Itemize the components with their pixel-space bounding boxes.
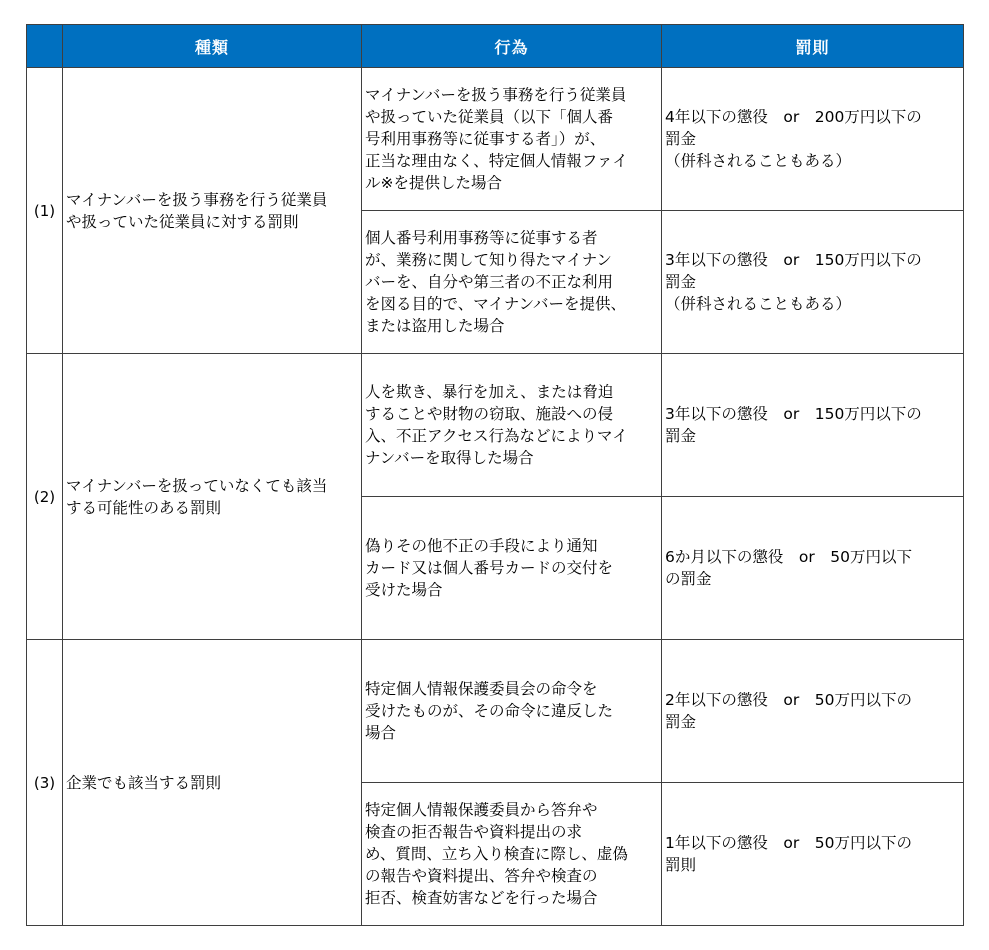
table-row — [27, 68, 964, 211]
penalty-cell: 6か月以下の懲役 or 50万円以下 の罰金 — [662, 497, 964, 640]
header-penalty: 罰則 — [662, 25, 964, 68]
row-number: (2) — [27, 354, 63, 640]
act-cell: 人を欺き、暴行を加え、または脅迫 することや財物の窃取、施設への侵 入、不正アクセス行為などによりマイ ナンバーを取得した場合 — [362, 354, 662, 497]
header-num — [27, 25, 63, 68]
penalty-cell: 3年以下の懲役 or 150万円以下の 罰金 （併科されることもある） — [662, 211, 964, 354]
header-type: 種類 — [63, 25, 362, 68]
penalty-cell: 1年以下の懲役 or 50万円以下の 罰則 — [662, 783, 964, 926]
act-cell: マイナンバーを扱う事務を行う従業員 や扱っていた従業員（以下「個人番 号利用事務等に従事する者」）が、 正当な理由なく、特定個人情報ファイ ル※を提供した場合 — [362, 68, 662, 211]
penalty-cell: 2年以下の懲役 or 50万円以下の 罰金 — [662, 640, 964, 783]
row-number: (3) — [27, 640, 63, 926]
penalty-cell: 3年以下の懲役 or 150万円以下の 罰金 — [662, 354, 964, 497]
act-cell: 特定個人情報保護委員から答弁や 検査の拒否報告や資料提出の求 め、質問、立ち入り検査に際し、虚偽 の報告や資料提出、答弁や検査の 拒否、検査妨害などを行った場合 — [362, 783, 662, 926]
table-row — [27, 354, 964, 497]
header-row — [27, 25, 964, 68]
header-act: 行為 — [362, 25, 662, 68]
penalty-type: マイナンバーを扱っていなくても該当 する可能性のある罰則 — [63, 354, 362, 640]
act-cell: 偽りその他不正の手段により通知 カード又は個人番号カードの交付を 受けた場合 — [362, 497, 662, 640]
row-number: (1) — [27, 68, 63, 354]
table-row — [27, 640, 964, 783]
penalty-type: マイナンバーを扱う事務を行う従業員 や扱っていた従業員に対する罰則 — [63, 68, 362, 354]
act-cell: 特定個人情報保護委員会の命令を 受けたものが、その命令に違反した 場合 — [362, 640, 662, 783]
penalty-table — [26, 24, 964, 926]
penalty-type: 企業でも該当する罰則 — [63, 640, 362, 926]
act-cell: 個人番号利用事務等に従事する者 が、業務に関して知り得たマイナン バーを、自分や第三者の不正な利用 を図る目的で、マイナンバーを提供、 または盗用した場合 — [362, 211, 662, 354]
penalty-cell: 4年以下の懲役 or 200万円以下の 罰金 （併科されることもある） — [662, 68, 964, 211]
